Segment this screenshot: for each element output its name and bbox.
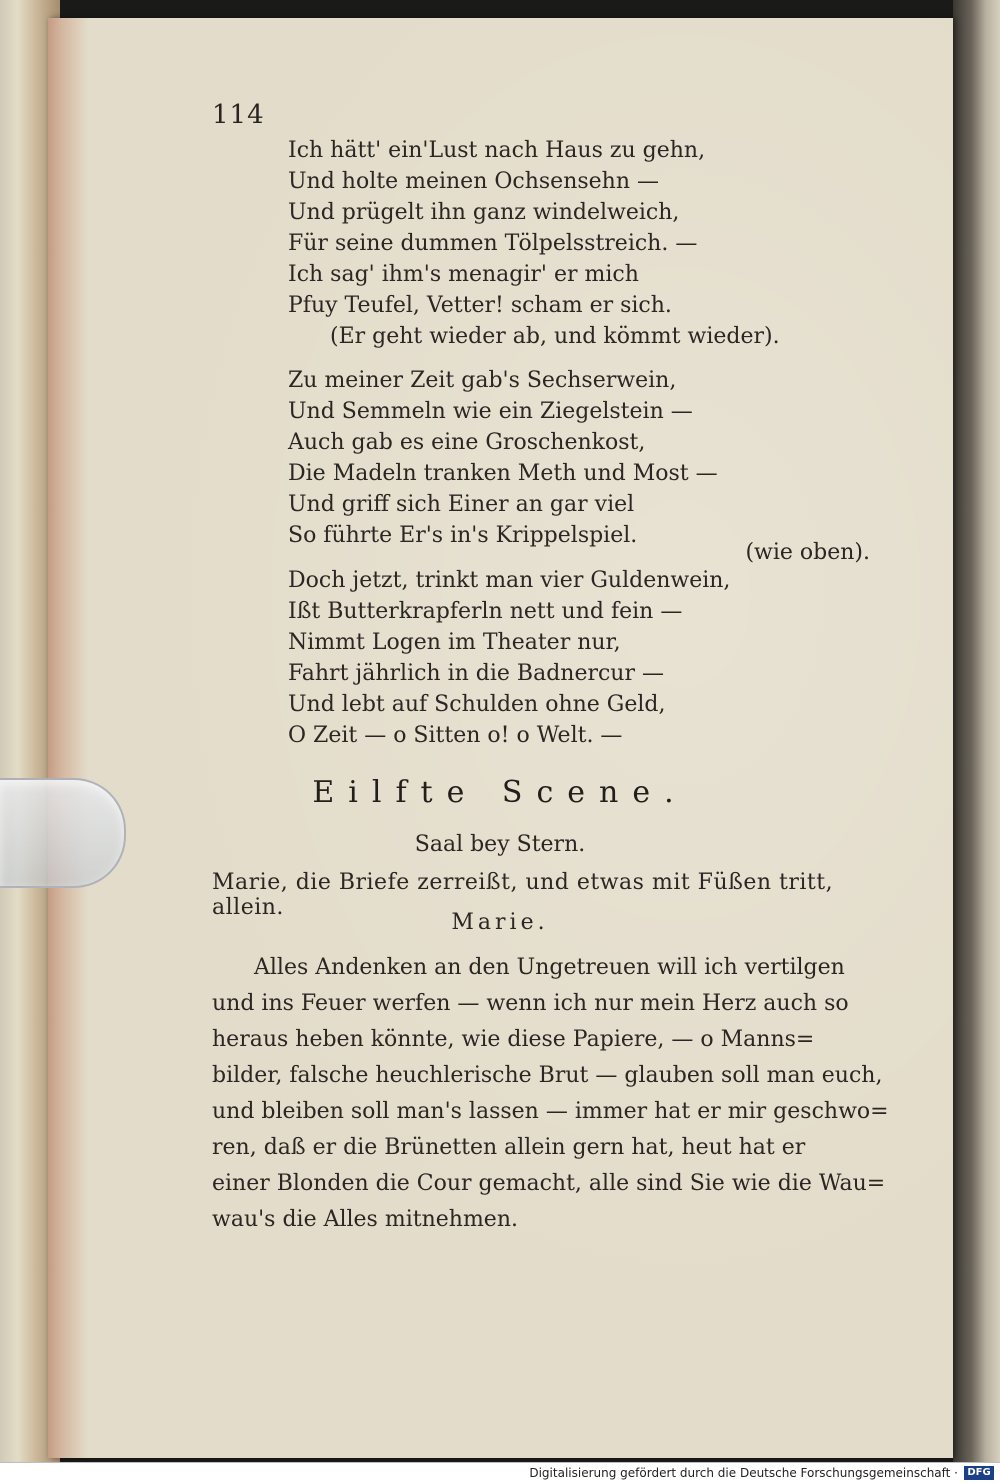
- verse-line: Und griff sich Einer an gar viel: [288, 492, 635, 517]
- verse-line: Pfuy Teufel, Vetter! scham er sich.: [288, 293, 672, 318]
- verse-line: Zu meiner Zeit gab's Sechserwein,: [288, 368, 677, 393]
- verse-line: Und lebt auf Schulden ohne Geld,: [288, 692, 666, 717]
- verse-line: Für seine dummen Tölpelsstreich. —: [288, 231, 698, 256]
- footer-bar: [0, 1462, 1000, 1484]
- verse-line: Fahrt jährlich in die Badnercur —: [288, 661, 664, 686]
- verse-line: So führte Er's in's Krippelspiel.: [288, 523, 638, 548]
- verse-block-3: [288, 565, 730, 751]
- prose-line: ren, daß er die Brünetten allein gern hat, heut hat er: [212, 1135, 806, 1160]
- verse-line: Ich sag' ihm's menagir' er mich: [288, 262, 639, 287]
- scene-setting: Saal bey Stern.: [414, 832, 586, 857]
- verse-line: Ich hätt' ein'Lust nach Haus zu gehn,: [288, 138, 706, 163]
- scene-title: Eilfte Scene.: [312, 775, 688, 810]
- page-number: 114: [212, 100, 265, 130]
- prose-block: [212, 950, 892, 1238]
- verse-line: Und holte meinen Ochsensehn —: [288, 169, 660, 194]
- prose-line: und ins Feuer werfen — wenn ich nur mein Herz auch so: [212, 991, 849, 1016]
- next-page-edge: [953, 0, 1000, 1462]
- prose-line: wau's die Alles mitnehmen.: [212, 1207, 518, 1232]
- verse-line: Ißt Butterkrapferln nett und fein —: [288, 599, 683, 624]
- verse-line: Doch jetzt, trinkt man vier Guldenwein,: [288, 568, 731, 593]
- stage-direction: (Er geht wieder ab, und kömmt wieder).: [330, 324, 780, 349]
- verse-line: Auch gab es eine Groschenkost,: [288, 430, 646, 455]
- prose-line: und bleiben soll man's lassen — immer hat er mir geschwo=: [212, 1099, 889, 1124]
- prose-line: Alles Andenken an den Ungetreuen will ich vertilgen: [254, 955, 845, 980]
- verse-line: Nimmt Logen im Theater nur,: [288, 630, 621, 655]
- verse-line: Und Semmeln wie ein Ziegelstein —: [288, 399, 693, 424]
- prose-line: heraus heben könnte, wie diese Papiere, — o Manns=: [212, 1027, 815, 1052]
- stage-direction-right: (wie oben).: [745, 540, 870, 565]
- verse-line: Und prügelt ihn ganz windelweich,: [288, 200, 680, 225]
- verse-line: Die Madeln tranken Meth und Most —: [288, 461, 718, 486]
- verse-block-1: [288, 135, 780, 352]
- prose-line: einer Blonden die Cour gemacht, alle sind Sie wie die Wau=: [212, 1171, 886, 1196]
- footer-credit: Digitalisierung gefördert durch die Deutsche Forschungsgemeinschaft ·: [529, 1466, 958, 1480]
- dfg-logo-icon: DFG: [964, 1466, 994, 1480]
- verse-line: O Zeit — o Sitten o! o Welt. —: [288, 723, 623, 748]
- verse-block-2: [288, 365, 718, 551]
- prose-line: bilder, falsche heuchlerische Brut — glauben soll man euch,: [212, 1063, 883, 1088]
- scene-direction: Marie, die Briefe zerreißt, und etwas mit Füßen tritt, allein.: [212, 870, 834, 920]
- speaker-name: Marie.: [451, 910, 549, 935]
